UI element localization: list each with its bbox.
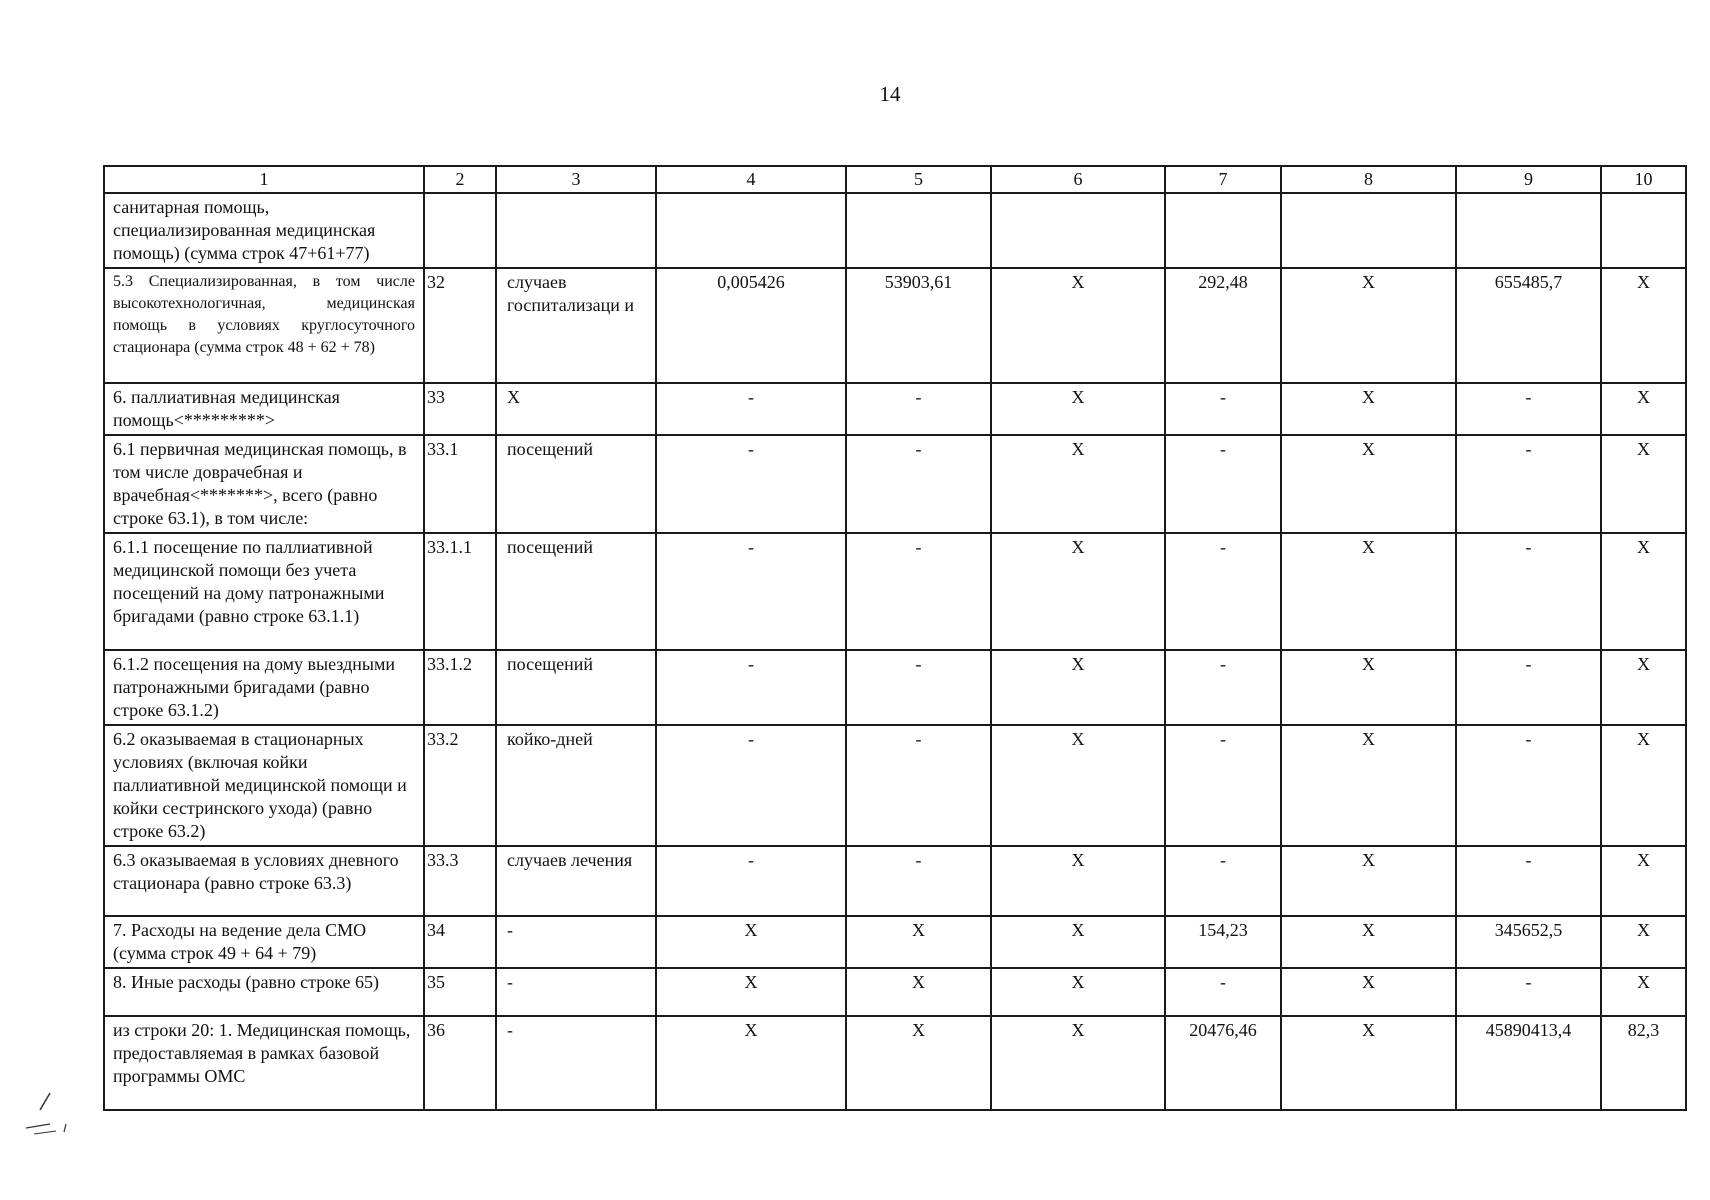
row-code: 36 — [424, 1016, 496, 1110]
cell-col5: X — [846, 916, 991, 968]
row-name: санитарная помощь, специализированная медицинская помощь) (сумма строк 47+61+77) — [104, 193, 424, 268]
row-name: 6.1 первичная медицинская помощь, в том числе доврачебная и врачебная<*******>, всего (равно строке 63.1), в том числе: — [104, 435, 424, 533]
cell-col6: X — [991, 916, 1165, 968]
row-unit: посещений — [496, 435, 656, 533]
cell-col6: X — [991, 533, 1165, 650]
cell-col7: - — [1165, 650, 1281, 725]
cell-col9: - — [1456, 650, 1601, 725]
cell-col9: - — [1456, 725, 1601, 846]
cell-col7: - — [1165, 968, 1281, 1016]
row-name: 6.1.2 посещения на дому выездными патронажными бригадами (равно строке 63.1.2) — [104, 650, 424, 725]
row-name: 6.1.1 посещение по паллиативной медицинской помощи без учета посещений на дому патронажными бригадами (равно строке 63.1.1) — [104, 533, 424, 650]
cell-col10: X — [1601, 383, 1686, 435]
cell-col4: - — [656, 533, 846, 650]
cell-col4: - — [656, 383, 846, 435]
row-code: 33.2 — [424, 725, 496, 846]
row-unit: койко-дней — [496, 725, 656, 846]
cell-col10: X — [1601, 435, 1686, 533]
cell-col5 — [846, 193, 991, 268]
row-code: 33.3 — [424, 846, 496, 916]
cell-col6: X — [991, 725, 1165, 846]
table-row — [104, 916, 1686, 968]
table-row — [104, 268, 1686, 383]
table-row — [104, 435, 1686, 533]
cell-col4 — [656, 193, 846, 268]
column-header: 4 — [656, 166, 846, 193]
cell-col6: X — [991, 383, 1165, 435]
row-unit: - — [496, 968, 656, 1016]
table-row — [104, 533, 1686, 650]
cell-col7: 20476,46 — [1165, 1016, 1281, 1110]
cell-col8: X — [1281, 435, 1456, 533]
row-name: из строки 20: 1. Медицинская помощь, предоставляемая в рамках базовой программы ОМС — [104, 1016, 424, 1110]
cell-col8 — [1281, 193, 1456, 268]
row-code: 35 — [424, 968, 496, 1016]
cell-col10: X — [1601, 846, 1686, 916]
cell-col10 — [1601, 193, 1686, 268]
row-code: 34 — [424, 916, 496, 968]
cell-col5: - — [846, 725, 991, 846]
cell-col4: X — [656, 1016, 846, 1110]
data-table — [103, 165, 1687, 1111]
row-name: 6.2 оказываемая в стационарных условиях (включая койки паллиативной медицинской помощи и койки сестринского ухода) (равно строке 63.2) — [104, 725, 424, 846]
cell-col5: - — [846, 435, 991, 533]
table-row — [104, 650, 1686, 725]
cell-col8: X — [1281, 1016, 1456, 1110]
row-unit: посещений — [496, 533, 656, 650]
cell-col8: X — [1281, 725, 1456, 846]
cell-col4: - — [656, 725, 846, 846]
cell-col9: - — [1456, 533, 1601, 650]
table-row — [104, 968, 1686, 1016]
cell-col5: - — [846, 533, 991, 650]
column-header: 3 — [496, 166, 656, 193]
cell-col9: 655485,7 — [1456, 268, 1601, 383]
column-header: 7 — [1165, 166, 1281, 193]
cell-col9: - — [1456, 383, 1601, 435]
cell-col5: X — [846, 968, 991, 1016]
row-unit: X — [496, 383, 656, 435]
cell-col8: X — [1281, 650, 1456, 725]
table-row — [104, 193, 1686, 268]
cell-col5: 53903,61 — [846, 268, 991, 383]
cell-col5: - — [846, 846, 991, 916]
column-header: 1 — [104, 166, 424, 193]
cell-col7: - — [1165, 435, 1281, 533]
row-unit: посещений — [496, 650, 656, 725]
cell-col4: - — [656, 435, 846, 533]
cell-col10: X — [1601, 916, 1686, 968]
row-unit: - — [496, 916, 656, 968]
row-code: 32 — [424, 268, 496, 383]
cell-col6: X — [991, 846, 1165, 916]
cell-col8: X — [1281, 268, 1456, 383]
row-name: 6.3 оказываемая в условиях дневного стационара (равно строке 63.3) — [104, 846, 424, 916]
cell-col9: 345652,5 — [1456, 916, 1601, 968]
cell-col7: - — [1165, 533, 1281, 650]
cell-col7: - — [1165, 383, 1281, 435]
cell-col4: - — [656, 650, 846, 725]
row-unit — [496, 193, 656, 268]
cell-col6: X — [991, 268, 1165, 383]
cell-col6: X — [991, 1016, 1165, 1110]
row-code: 33.1 — [424, 435, 496, 533]
cell-col10: 82,3 — [1601, 1016, 1686, 1110]
cell-col10: X — [1601, 533, 1686, 650]
header-row — [104, 166, 1686, 193]
row-code: 33.1.2 — [424, 650, 496, 725]
cell-col4: X — [656, 916, 846, 968]
cell-col7: - — [1165, 725, 1281, 846]
table-row — [104, 725, 1686, 846]
cell-col7: 292,48 — [1165, 268, 1281, 383]
table-row — [104, 383, 1686, 435]
table-row — [104, 1016, 1686, 1110]
cell-col5: - — [846, 383, 991, 435]
column-header: 2 — [424, 166, 496, 193]
cell-col6 — [991, 193, 1165, 268]
cell-col8: X — [1281, 846, 1456, 916]
row-code: 33.1.1 — [424, 533, 496, 650]
cell-col6: X — [991, 650, 1165, 725]
cell-col9: - — [1456, 968, 1601, 1016]
cell-col10: X — [1601, 268, 1686, 383]
row-unit: случаев лечения — [496, 846, 656, 916]
cell-col8: X — [1281, 383, 1456, 435]
cell-col9: - — [1456, 435, 1601, 533]
cell-col8: X — [1281, 533, 1456, 650]
cell-col8: X — [1281, 916, 1456, 968]
row-name: 6. паллиативная медицинская помощь<*********> — [104, 383, 424, 435]
cell-col7 — [1165, 193, 1281, 268]
row-name: 8. Иные расходы (равно строке 65) — [104, 968, 424, 1016]
column-header: 5 — [846, 166, 991, 193]
column-header: 10 — [1601, 166, 1686, 193]
column-header: 6 — [991, 166, 1165, 193]
cell-col6: X — [991, 435, 1165, 533]
row-name: 5.3 Специализированная, в том числе высокотехнологичная, медицинская помощь в условиях круглосуточного стационара (сумма строк 48 + 62 + 78) — [104, 268, 424, 383]
cell-col7: 154,23 — [1165, 916, 1281, 968]
cell-col4: - — [656, 846, 846, 916]
row-unit: - — [496, 1016, 656, 1110]
row-name: 7. Расходы на ведение дела СМО (сумма строк 49 + 64 + 79) — [104, 916, 424, 968]
cell-col6: X — [991, 968, 1165, 1016]
cell-col9 — [1456, 193, 1601, 268]
page-number: 14 — [879, 82, 901, 106]
cell-col9: 45890413,4 — [1456, 1016, 1601, 1110]
cell-col10: X — [1601, 650, 1686, 725]
cell-col4: 0,005426 — [656, 268, 846, 383]
column-header: 8 — [1281, 166, 1456, 193]
cell-col4: X — [656, 968, 846, 1016]
row-code: 33 — [424, 383, 496, 435]
cell-col7: - — [1165, 846, 1281, 916]
cell-col9: - — [1456, 846, 1601, 916]
row-code — [424, 193, 496, 268]
cell-col10: X — [1601, 725, 1686, 846]
cell-col5: X — [846, 1016, 991, 1110]
cell-col8: X — [1281, 968, 1456, 1016]
pen-marks — [20, 1088, 80, 1148]
table-row — [104, 846, 1686, 916]
cell-col5: - — [846, 650, 991, 725]
cell-col10: X — [1601, 968, 1686, 1016]
row-unit: случаев госпитализаци и — [496, 268, 656, 383]
column-header: 9 — [1456, 166, 1601, 193]
